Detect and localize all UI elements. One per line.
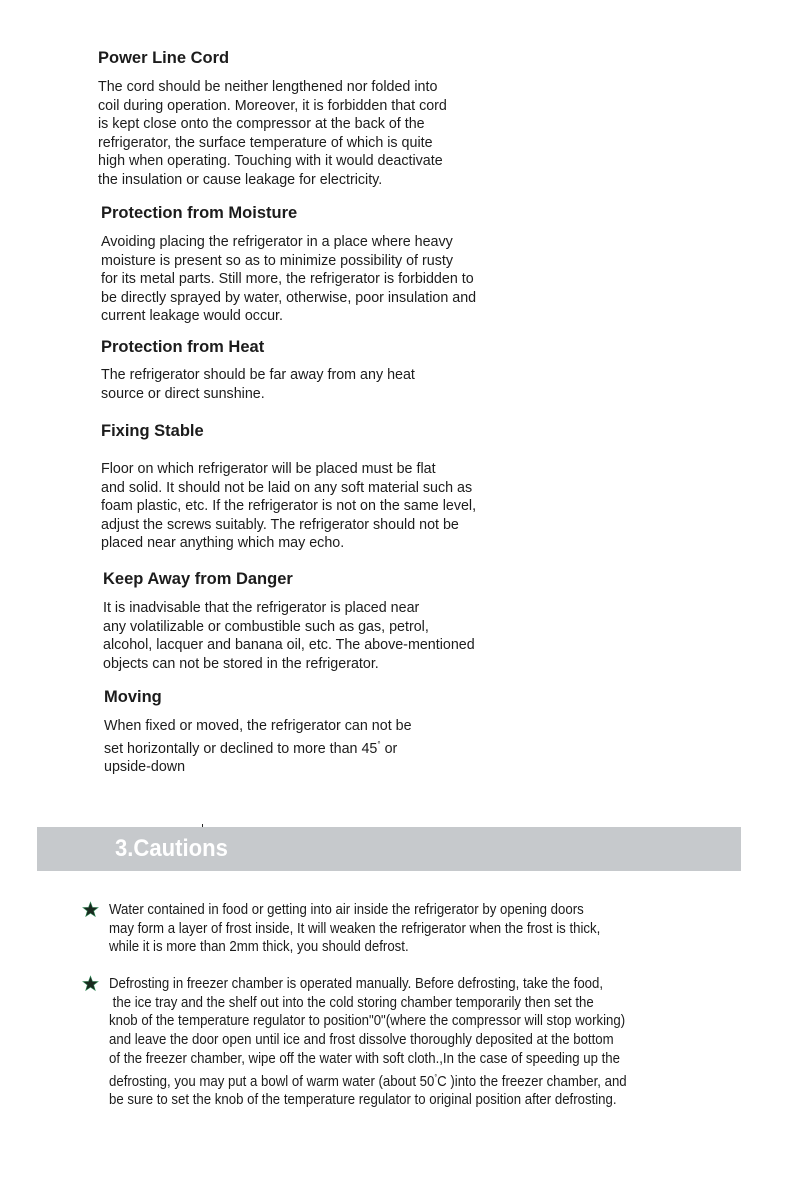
section-protection-from-heat: [101, 337, 415, 403]
body-line: objects can not be stored in the refrigerator.: [103, 655, 379, 672]
caution-line: Water contained in food or getting into air inside the refrigerator by opening doors: [109, 901, 584, 918]
body-line: high when operating. Touching with it would deactivate: [98, 153, 443, 170]
body-line: moisture is present so as to minimize possibility of rusty: [101, 252, 453, 269]
body-line: [104, 736, 412, 759]
section-heading: Power Line Cord: [98, 49, 230, 67]
body-line: is kept close onto the compressor at the back of the: [98, 116, 425, 133]
body-line: When fixed or moved, the refrigerator can not be: [104, 718, 412, 734]
caution-line: while it is more than 2mm thick, you should defrost.: [109, 938, 409, 956]
body-line: be directly sprayed by water, otherwise, poor insulation and: [101, 289, 477, 306]
caution-line: the ice tray and the shelf out into the cold storing chamber temporarily then set the: [109, 993, 594, 1011]
caution-line: be sure to set the knob of the temperature regulator to original position after defrosting.: [109, 1091, 617, 1109]
section-body: [103, 599, 475, 673]
caution-line: may form a layer of frost inside, It will weaken the refrigerator when the frost is thick,: [109, 919, 601, 937]
caution-line: knob of the temperature regulator to position"0"(where the compressor will stop working): [109, 1012, 626, 1030]
body-line: current leakage would occur.: [101, 308, 283, 325]
section-power-line-cord: [98, 48, 447, 190]
body-line-text: set horizontally or declined to more than 45: [104, 740, 378, 757]
degree-symbol: °: [434, 1072, 438, 1082]
body-line: Floor on which refrigerator will be placed must be flat: [101, 461, 436, 477]
body-line: The cord should be neither lengthened nor folded into: [98, 79, 438, 95]
caution-line: Defrosting in freezer chamber is operated manually. Before defrosting, take the food,: [109, 975, 604, 992]
body-line: foam plastic, etc. If the refrigerator is not on the same level,: [101, 498, 477, 515]
body-line: any volatilizable or combustible such as gas, petrol,: [103, 618, 429, 635]
caution-line: of the freezer chamber, wipe off the water with soft cloth.,In the case of speeding up the: [109, 1049, 620, 1067]
star-icon: [82, 901, 99, 918]
section-body: [101, 233, 476, 326]
section-fixing-stable: [101, 421, 476, 553]
body-line: alcohol, lacquer and banana oil, etc. The above-mentioned: [103, 637, 475, 654]
body-line: for its metal parts. Still more, the refrigerator is forbidden to: [101, 271, 474, 288]
section-body: [101, 366, 415, 403]
caution-text: [109, 901, 600, 957]
star-icon: [82, 975, 99, 992]
section-body: [98, 78, 447, 190]
body-line: coil during operation. Moreover, it is forbidden that cord: [98, 97, 447, 114]
caution-text: [109, 975, 627, 1110]
caution-line: [109, 1069, 627, 1092]
caution-line-suffix: C )into the freezer chamber, and: [437, 1072, 627, 1090]
body-line: Avoiding placing the refrigerator in a place where heavy: [101, 234, 453, 250]
body-line: upside-down: [104, 759, 186, 776]
section-keep-away-from-danger: [103, 569, 475, 673]
body-line: The refrigerator should be far away from any heat: [101, 367, 415, 383]
body-line: source or direct sunshine.: [101, 385, 265, 402]
body-line-suffix: or: [380, 740, 398, 757]
body-line: adjust the screws suitably. The refrigerator should not be: [101, 516, 459, 533]
degree-symbol: °: [377, 739, 381, 749]
body-line: It is inadvisable that the refrigerator is placed near: [103, 600, 420, 616]
section-banner-cautions: [37, 827, 741, 871]
section-heading: Fixing Stable: [101, 422, 204, 440]
body-line: the insulation or cause leakage for electricity.: [98, 171, 383, 188]
section-protection-from-moisture: [101, 203, 476, 326]
section-body: [101, 460, 476, 553]
section-heading: Protection from Moisture: [101, 204, 298, 222]
section-heading: Keep Away from Danger: [103, 570, 293, 588]
banner-title: 3.Cautions: [115, 835, 228, 862]
section-moving: [104, 687, 412, 777]
caution-line-text: defrosting, you may put a bowl of warm water (about 50: [109, 1072, 435, 1090]
body-line: placed near anything which may echo.: [101, 535, 345, 552]
section-heading: Protection from Heat: [101, 338, 265, 356]
section-heading: Moving: [104, 688, 162, 706]
body-line: refrigerator, the surface temperature of which is quite: [98, 134, 433, 151]
section-body: [104, 717, 412, 777]
body-line: and solid. It should not be laid on any soft material such as: [101, 479, 473, 496]
caution-line: and leave the door open until ice and frost dissolve thoroughly deposited at the bottom: [109, 1031, 614, 1049]
